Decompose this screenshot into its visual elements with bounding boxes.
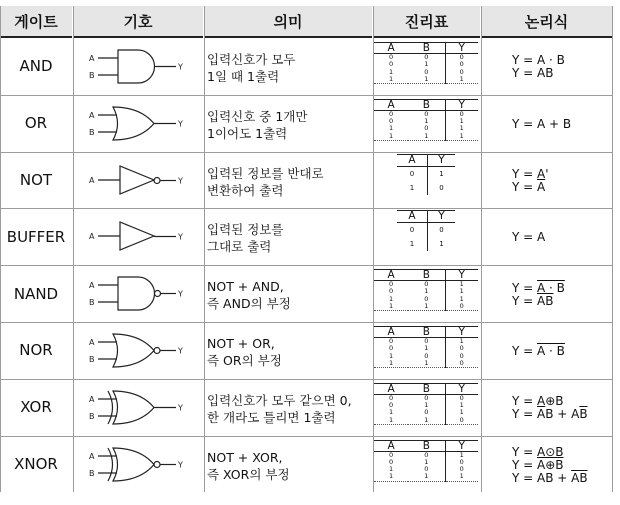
input-a-label: A [89, 338, 95, 347]
truth-table [374, 42, 478, 84]
header-truth-table: 진리표 [373, 6, 480, 38]
meaning-line: 입력된 정보를 [207, 222, 284, 238]
truth-table-cell: 1 [389, 294, 394, 303]
truth-table-cell: 0 [424, 53, 429, 61]
truth-table-cell: 1 [374, 417, 408, 425]
meaning-line: 즉 OR의 부정 [207, 353, 282, 368]
truth-table-cell: 1 [374, 303, 408, 311]
meaning-line: 변환하여 출력 [207, 182, 284, 198]
gate-name: XNOR [14, 454, 58, 473]
truth-table-cell: 1 [374, 473, 408, 481]
truth-table-cell: 0 [445, 394, 478, 402]
header-gate: 게이트 [0, 6, 72, 38]
truth-table-header: A [397, 154, 428, 166]
truth-table-header: A [374, 43, 408, 54]
truth-table-cell: 1 [409, 240, 415, 249]
truth-table-header: B [408, 327, 445, 338]
truth-table-cell: 0 [424, 109, 429, 118]
truth-table-cell: 1 [445, 338, 478, 346]
gate-meaning [207, 392, 372, 426]
expression-term: Y = A [512, 230, 546, 245]
expression-line [512, 408, 612, 421]
truth-table-cell: 1 [389, 67, 394, 76]
truth-table [374, 269, 478, 311]
gate-meaning [207, 221, 372, 255]
truth-table-cell: 0 [389, 344, 394, 353]
and-gate-symbol [80, 44, 200, 88]
truth-table-cell: 1 [445, 451, 478, 459]
header-meaning: 의미 [204, 6, 372, 38]
row-divider [0, 322, 612, 323]
truth-table-cell: 1 [408, 303, 445, 311]
truth-table-cell: 1 [424, 344, 429, 353]
truth-table-header: Y [445, 440, 478, 451]
truth-table-cell: 0 [424, 351, 429, 360]
truth-table-cell: 0 [389, 393, 394, 402]
truth-table-cell: 0 [424, 337, 429, 345]
truth-table-cell: 1 [445, 76, 478, 84]
truth-table-header: A [374, 99, 408, 110]
logic-expression [512, 282, 612, 308]
truth-table-cell: 0 [424, 67, 429, 76]
truth-table-cell: 0 [424, 408, 429, 417]
column-divider [612, 6, 613, 492]
overlined-term: A · B [537, 343, 565, 358]
truth-table-header: B [408, 440, 445, 451]
output-y-label: Y [178, 232, 183, 242]
truth-table-cell: 0 [445, 110, 478, 118]
output-y-label: Y [178, 62, 183, 72]
truth-table-cell: 1 [389, 124, 394, 133]
expression-term: Y = AB [512, 66, 554, 81]
truth-table-cell: 1 [445, 288, 478, 295]
overlined-term: A · B [537, 280, 565, 295]
truth-table-cell: 1 [389, 465, 394, 474]
header-logic: 논리식 [481, 6, 612, 38]
row-divider [0, 379, 612, 380]
expression-line [512, 231, 612, 244]
gate-name: XOR [20, 398, 52, 417]
truth-table-cell: 1 [428, 237, 455, 251]
truth-table-cell: 0 [389, 287, 394, 296]
truth-table-cell: 1 [424, 287, 429, 296]
column-divider [73, 6, 74, 492]
gate-meaning [207, 278, 372, 312]
truth-table-cell: 0 [409, 169, 415, 178]
truth-table-cell: 0 [424, 465, 429, 474]
input-b-label: B [89, 411, 95, 421]
meaning-line: 입력신호 중 1개만 [207, 108, 308, 124]
overlined-term: $\overline{A}$ [537, 407, 546, 422]
meaning-line: 입력신호가 모두 [207, 52, 296, 67]
overlined-term: $\overline{B}$ [579, 407, 588, 422]
or-gate-symbol [80, 101, 200, 145]
truth-table-cell: 1 [408, 133, 445, 141]
input-a-label: A [89, 451, 95, 461]
meaning-line: 1일 때 1출력 [207, 69, 280, 84]
truth-table-cell: 1 [374, 76, 408, 84]
expression-line [512, 118, 612, 131]
overlined-term: $\overline{A}$ [571, 470, 580, 485]
input-a-label: A [89, 110, 95, 120]
input-b-label: B [89, 71, 95, 80]
truth-table-cell: 1 [408, 473, 445, 481]
truth-table-cell: 0 [389, 457, 394, 466]
gate-meaning [207, 108, 372, 142]
truth-table-cell: 0 [445, 360, 478, 368]
expression-term: Y = A⊕B [512, 394, 564, 409]
output-y-label: Y [178, 346, 183, 356]
truth-table-cell: 1 [389, 408, 394, 417]
truth-table-header: Y [428, 211, 455, 223]
truth-table [374, 99, 478, 141]
expression-term: Y = [512, 180, 538, 194]
input-b-label: B [89, 468, 95, 478]
truth-table-header: A [374, 327, 408, 338]
logic-expression [512, 168, 612, 194]
input-b-label: B [89, 355, 95, 364]
truth-table-cell: 0 [445, 417, 478, 425]
truth-table-cell: 1 [374, 360, 408, 368]
meaning-line: 한 개라도 틀리면 1출력 [207, 409, 336, 425]
expression-term: Y = [512, 343, 538, 358]
truth-table-header: Y [445, 99, 478, 110]
truth-table-cell: 0 [445, 459, 478, 466]
expression-line [512, 472, 612, 485]
output-y-label: Y [178, 403, 183, 413]
overlined-term: $\overline{AB}$ [537, 293, 554, 308]
expression-term: Y = [512, 293, 538, 308]
truth-table-cell: 0 [445, 353, 478, 360]
truth-table-cell: 1 [408, 76, 445, 84]
truth-table-header: A [374, 383, 408, 394]
truth-table-cell: 0 [424, 280, 429, 289]
truth-table-header: B [408, 383, 445, 394]
truth-table-cell: 1 [424, 457, 429, 466]
header-symbol: 기호 [73, 6, 203, 38]
gate-name: BUFFER [6, 227, 66, 246]
row-divider [0, 436, 612, 437]
meaning-line: 그대로 출력 [207, 239, 272, 255]
expression-term: Y = [512, 457, 538, 472]
expression-line [512, 67, 612, 80]
input-a-label: A [89, 54, 95, 63]
logic-expression [512, 231, 612, 244]
truth-table-header: Y [445, 383, 478, 394]
truth-table-header: Y [445, 43, 478, 54]
truth-table-cell: 1 [445, 281, 478, 289]
truth-table-header: B [408, 270, 445, 281]
truth-table [374, 326, 478, 368]
row-divider [0, 208, 612, 209]
truth-table-cell: 0 [445, 303, 478, 311]
not-gate-symbol [80, 158, 200, 202]
expression-term: Y = [512, 407, 538, 422]
truth-table-header: B [408, 99, 445, 110]
expression-term: Y = AB + [512, 470, 572, 485]
expression-term: Y = A · B [512, 53, 565, 68]
row-divider [0, 265, 612, 266]
input-a-label: A [89, 232, 95, 242]
row-divider [0, 95, 612, 96]
truth-table-cell: 0 [409, 226, 415, 235]
meaning-line: 입력신호가 모두 같으면 0, [207, 392, 352, 408]
expression-line [512, 181, 612, 194]
truth-table-header: A [374, 440, 408, 451]
truth-table-header: B [408, 43, 445, 54]
meaning-line: 1이어도 1출력 [207, 125, 288, 141]
truth-table-cell: 0 [389, 117, 394, 126]
truth-table-cell: 0 [389, 401, 394, 410]
logic-expression [512, 118, 612, 131]
truth-table-cell: 0 [389, 53, 394, 61]
truth-table-cell: 1 [408, 360, 445, 368]
output-y-label: Y [178, 176, 183, 186]
truth-table-cell: 1 [408, 417, 445, 425]
nor-gate-symbol [80, 328, 200, 372]
truth-table-header: A [374, 270, 408, 281]
logic-expression [512, 446, 612, 485]
truth-table-cell: 1 [445, 473, 478, 481]
truth-table-cell: 1 [445, 409, 478, 416]
expression-term: Y = [512, 280, 538, 295]
logic-expression [512, 395, 612, 421]
truth-table-cell: 1 [445, 118, 478, 125]
gate-meaning [207, 335, 372, 369]
input-a-label: A [89, 175, 95, 185]
truth-table-cell: 0 [424, 294, 429, 303]
truth-table-cell: 0 [389, 337, 394, 345]
gate-meaning [207, 165, 372, 199]
gate-name: NAND [13, 284, 59, 303]
truth-table-cell: 0 [445, 69, 478, 76]
truth-table-cell: 0 [445, 466, 478, 473]
truth-table-header: Y [445, 327, 478, 338]
meaning-line: 즉 AND의 부정 [207, 296, 291, 312]
truth-table-cell: 0 [424, 450, 429, 459]
truth-table [397, 210, 455, 251]
xor-gate-symbol [80, 385, 200, 429]
input-a-label: A [89, 394, 95, 404]
truth-table-header: Y [428, 154, 455, 166]
column-divider [481, 6, 482, 492]
truth-table-cell: 1 [424, 117, 429, 126]
gate-meaning [207, 449, 372, 483]
overlined-term: $\overline{A}$ [537, 180, 546, 194]
expression-term: Y = A⊙B [512, 444, 564, 459]
truth-table-cell: 0 [424, 393, 429, 402]
truth-table-cell: 0 [428, 181, 455, 195]
input-b-label: B [89, 298, 95, 308]
truth-table-cell: 1 [424, 401, 429, 410]
column-divider [204, 6, 205, 492]
buffer-gate-symbol [80, 214, 200, 258]
overlined-term: A⊕B [537, 457, 564, 472]
expression-term: B + A [545, 407, 580, 422]
output-y-label: Y [178, 119, 183, 129]
meaning-line: NOT + AND, [207, 279, 284, 295]
truth-table-cell: 0 [428, 223, 455, 238]
truth-table-header: A [397, 211, 428, 223]
truth-table-cell: 1 [389, 351, 394, 360]
overlined-term: $\overline{B}$ [579, 470, 588, 485]
truth-table [397, 154, 455, 195]
expression-line [512, 295, 612, 308]
expression-line [512, 345, 612, 358]
truth-table-cell: 1 [409, 183, 415, 192]
truth-table-cell: 1 [428, 166, 455, 181]
truth-table [374, 440, 478, 482]
row-divider [0, 152, 612, 153]
truth-table-cell: 0 [445, 54, 478, 62]
expression-term: Y = A + B [512, 116, 572, 131]
meaning-line: 즉 XOR의 부정 [207, 466, 290, 482]
gate-name: OR [24, 114, 48, 133]
truth-table-cell: 1 [374, 133, 408, 141]
truth-table-cell: 0 [389, 109, 394, 118]
truth-table-cell: 1 [445, 133, 478, 141]
gate-name: NOR [19, 341, 53, 360]
input-b-label: B [89, 127, 95, 137]
truth-table-cell: 1 [445, 296, 478, 303]
xnor-gate-symbol [80, 442, 200, 486]
truth-table-cell: 0 [389, 60, 394, 69]
gate-meaning [207, 51, 372, 85]
nand-gate-symbol [80, 271, 200, 315]
gate-name: NOT [19, 170, 53, 189]
meaning-line: NOT + OR, [207, 336, 275, 351]
output-y-label: Y [178, 289, 183, 299]
logic-expression [512, 345, 612, 358]
truth-table-cell: 0 [424, 124, 429, 133]
meaning-line: 입력된 정보를 반대로 [207, 165, 324, 181]
truth-table-header: Y [445, 270, 478, 281]
meaning-line: NOT + XOR, [207, 449, 283, 465]
output-y-label: Y [178, 460, 183, 470]
truth-table-cell: 0 [445, 345, 478, 352]
gate-name: AND [19, 57, 53, 76]
logic-expression [512, 54, 612, 80]
truth-table [374, 383, 478, 425]
truth-table-cell: 0 [445, 61, 478, 68]
expression-term: Y = A' [512, 167, 549, 181]
truth-table-cell: 0 [389, 450, 394, 459]
truth-table-cell: 1 [445, 402, 478, 409]
truth-table-cell: 0 [389, 280, 394, 289]
truth-table-cell: 1 [424, 60, 429, 69]
input-a-label: A [89, 281, 95, 291]
truth-table-cell: 1 [445, 125, 478, 132]
